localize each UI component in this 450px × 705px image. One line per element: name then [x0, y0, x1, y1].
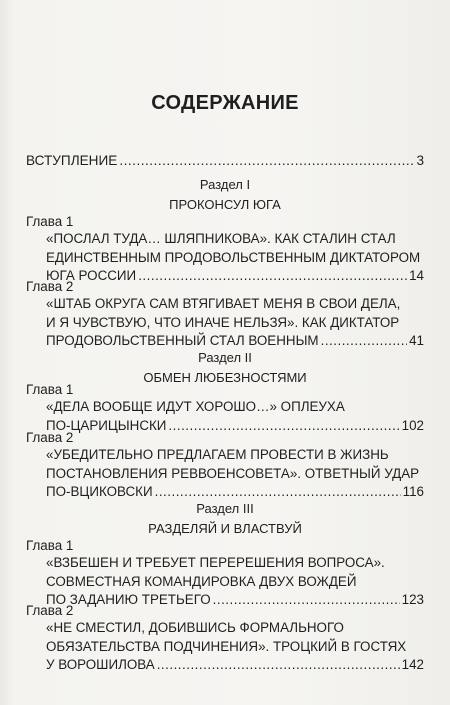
chapter-line: ПРОДОВОЛЬСТВЕННЫЙ СТАЛ ВОЕННЫМ: [46, 333, 319, 349]
section-name: ПРОКОНСУЛ ЮГА: [169, 197, 281, 212]
chapter-line: «ВЗБЕШЕН И ТРЕБУЕТ ПЕРЕРЕШЕНИЯ ВОПРОСА».: [46, 555, 385, 570]
section-1-header: [0, 175, 450, 215]
toc-entry-chapter[interactable]: [46, 398, 424, 435]
chapter-line: И Я ЧУВСТВУЮ, ЧТО ИНАЧЕ НЕЛЬЗЯ». КАК ДИКТАТОР: [46, 314, 400, 330]
section-name: РАЗДЕЛЯЙ И ВЛАСТВУЙ: [148, 521, 302, 536]
chapter-label: Глава 1: [26, 382, 74, 397]
dot-leader: [213, 591, 400, 610]
section-heading: Раздел III: [196, 501, 254, 516]
section-3-header: [0, 499, 450, 539]
chapter-last-line: [46, 591, 424, 610]
toc-entry-chapter[interactable]: [46, 295, 424, 351]
chapter-label: Глава 1: [26, 538, 74, 553]
chapter-line: «НЕ СМЕСТИЛ, ДОБИВШИСЬ ФОРМАЛЬНОГО: [46, 620, 344, 635]
chapter-line: ПО-ЦАРИЦЫНСКИ: [46, 417, 167, 433]
toc-entry-chapter[interactable]: [46, 619, 424, 675]
chapter-line: ЮГА РОССИИ: [46, 268, 137, 284]
chapter-line: «ДЕЛА ВООБЩЕ ИДУТ ХОРОШО…» ОПЛЕУХА: [46, 399, 345, 414]
chapter-line: ПО ЗАДАНИЮ ТРЕТЬЕГО: [46, 592, 211, 608]
chapter-line: «ПОСЛАЛ ТУДА… ШЛЯПНИКОВА». КАК СТАЛИН СТАЛ: [46, 231, 396, 246]
intro-page: 3: [416, 153, 424, 168]
section-name: ОБМЕН ЛЮБЕЗНОСТЯМИ: [143, 370, 307, 385]
toc-entry-chapter[interactable]: [46, 230, 424, 286]
page-number: 116: [402, 484, 424, 500]
page-number: 142: [401, 657, 424, 673]
page-number: 14: [409, 268, 424, 284]
page-number: 41: [409, 333, 424, 349]
chapter-line: ПО-ВЦИКОВСКИ: [46, 484, 153, 500]
chapter-line: ОБЯЗАТЕЛЬСТВА ПОДЧИНЕНИЯ». ТРОЦКИЙ В ГОСТЯХ: [46, 638, 407, 654]
chapter-line: ПОСТАНОВЛЕНИЯ РЕВВОЕНСОВЕТА». ОТВЕТНЫЙ УДАР: [46, 465, 420, 481]
chapter-label: Глава 2: [26, 430, 74, 445]
chapter-line: «ШТАБ ОКРУГА САМ ВТЯГИВАЕТ МЕНЯ В СВОИ ДЕЛА,: [46, 296, 401, 311]
chapter-label: Глава 1: [26, 214, 74, 229]
section-heading: Раздел I: [199, 177, 251, 192]
dot-leader: [157, 656, 400, 675]
chapter-last-line: [46, 267, 424, 286]
dot-leader: [168, 417, 399, 436]
chapter-last-line: [46, 417, 424, 436]
chapter-line: ЕДИНСТВЕННЫМ ПРОДОВОЛЬСТВЕННЫМ ДИКТАТОРОМ: [46, 249, 421, 265]
chapter-line: У ВОРОШИЛОВА: [46, 657, 155, 673]
section-heading: Раздел II: [198, 350, 252, 365]
chapter-label: Глава 2: [26, 279, 74, 294]
page-title: СОДЕРЖАНИЕ: [151, 92, 299, 114]
chapter-label: Глава 2: [26, 603, 74, 618]
chapter-last-line: [46, 656, 424, 675]
dot-leader: [119, 153, 414, 168]
chapter-line: СОВМЕСТНАЯ КОМАНДИРОВКА ДВУХ ВОЖДЕЙ: [46, 573, 357, 589]
toc-entry-intro[interactable]: [26, 153, 424, 168]
chapter-line: «УБЕДИТЕЛЬНО ПРЕДЛАГАЕМ ПРОВЕСТИ В ЖИЗНЬ: [46, 447, 389, 462]
dot-leader: [138, 267, 407, 286]
page-number: 102: [401, 417, 424, 433]
page-number: 123: [401, 592, 424, 608]
intro-label: ВСТУПЛЕНИЕ: [26, 153, 118, 168]
toc-entry-chapter[interactable]: [46, 554, 424, 610]
toc-entry-chapter[interactable]: [46, 446, 424, 502]
